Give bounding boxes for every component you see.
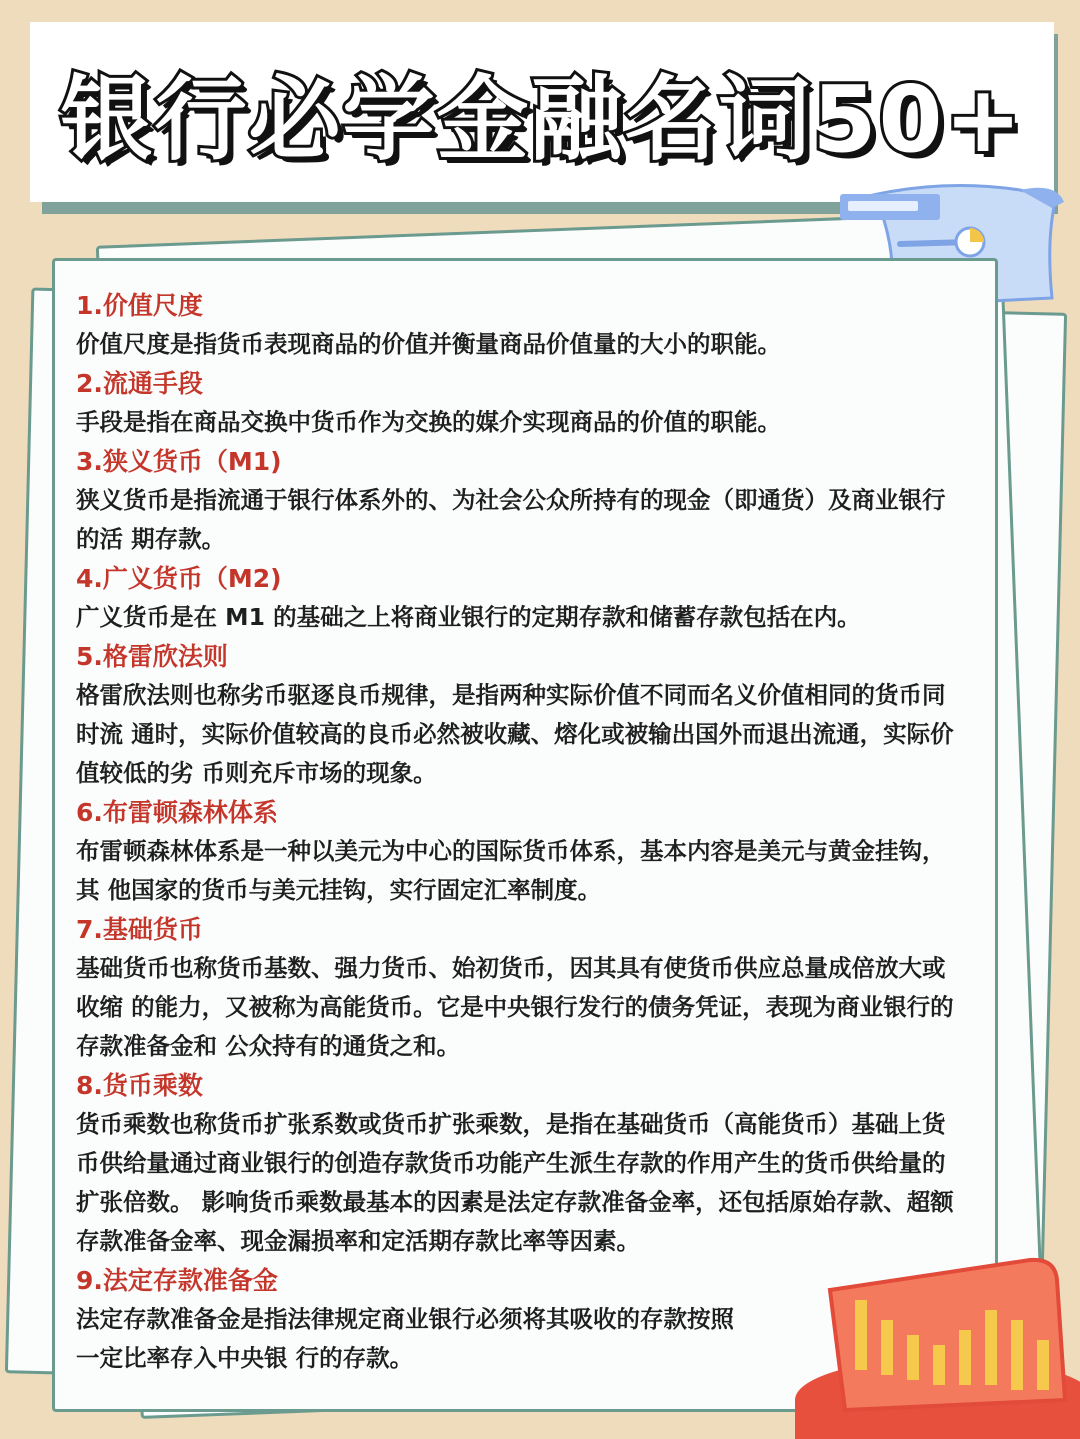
term-definition: 狭义货币是指流通于银行体系外的、为社会公众所持有的现金（即通货）及商业银行 (76, 486, 946, 514)
page-title: 银行必学金融名词50+ (60, 66, 1024, 173)
term-entry (76, 910, 976, 1066)
term-definition: 一定比率存入中央银 行的存款。 (76, 1344, 414, 1372)
bar-chart-illustration-icon (775, 1250, 1080, 1439)
term-definition: 的活 期存款。 (76, 525, 226, 553)
term-heading: 9.法定存款准备金 (76, 1266, 278, 1295)
term-definition: 格雷欣法则也称劣币驱逐良币规律，是指两种实际价值不同而名义价值相同的货币同 (76, 681, 946, 709)
term-definition: 存款准备金和 公众持有的通货之和。 (76, 1032, 461, 1060)
term-entry (76, 364, 976, 442)
term-heading: 5.格雷欣法则 (76, 642, 228, 671)
term-definition: 时流 通时，实际价值较高的良币必然被收藏、熔化或被输出国外而退出流通，实际价 (76, 720, 954, 748)
term-definition: 收缩 的能力，又被称为高能货币。它是中央银行发行的债务凭证，表现为商业银行的 (76, 993, 954, 1021)
term-definition: 基础货币也称货币基数、强力货币、始初货币，因其具有使货币供应总量成倍放大或 (76, 954, 946, 982)
term-entry (76, 793, 976, 910)
term-entry (76, 1066, 976, 1261)
term-entry (76, 442, 976, 559)
term-definition: 法定存款准备金是指法律规定商业银行必须将其吸收的存款按照 (76, 1305, 734, 1333)
term-definition: 手段是指在商品交换中货币作为交换的媒介实现商品的价值的职能。 (76, 408, 781, 436)
term-definition: 布雷顿森林体系是一种以美元为中心的国际货币体系，基本内容是美元与黄金挂钩， (76, 837, 946, 865)
term-definition: 广义货币是在 M1 的基础之上将商业银行的定期存款和储蓄存款包括在内。 (76, 603, 861, 631)
terms-list (76, 286, 976, 1378)
term-heading: 6.布雷顿森林体系 (76, 798, 278, 827)
term-definition: 存款准备金率、现金漏损率和定活期存款比率等因素。 (76, 1227, 640, 1255)
term-heading: 4.广义货币（M2) (76, 564, 282, 593)
term-definition: 扩张倍数。 影响货币乘数最基本的因素是法定存款准备金率，还包括原始存款、超额 (76, 1188, 954, 1216)
term-entry (76, 637, 976, 793)
term-definition: 价值尺度是指货币表现商品的价值并衡量商品价值量的大小的职能。 (76, 330, 781, 358)
term-definition: 币供给量通过商业银行的创造存款货币功能产生派生存款的作用产生的货币供给量的 (76, 1149, 946, 1177)
term-heading: 1.价值尺度 (76, 291, 203, 320)
term-definition: 货币乘数也称货币扩张系数或货币扩张乘数，是指在基础货币（高能货币）基础上货 (76, 1110, 946, 1138)
term-heading: 3.狭义货币（M1) (76, 447, 282, 476)
term-heading: 2.流通手段 (76, 369, 203, 398)
term-entry (76, 286, 976, 364)
term-definition: 其 他国家的货币与美元挂钩，实行固定汇率制度。 (76, 876, 602, 904)
term-definition: 值较低的劣 币则充斥市场的现象。 (76, 759, 437, 787)
term-entry (76, 559, 976, 637)
term-heading: 8.货币乘数 (76, 1071, 203, 1100)
term-heading: 7.基础货币 (76, 915, 203, 944)
